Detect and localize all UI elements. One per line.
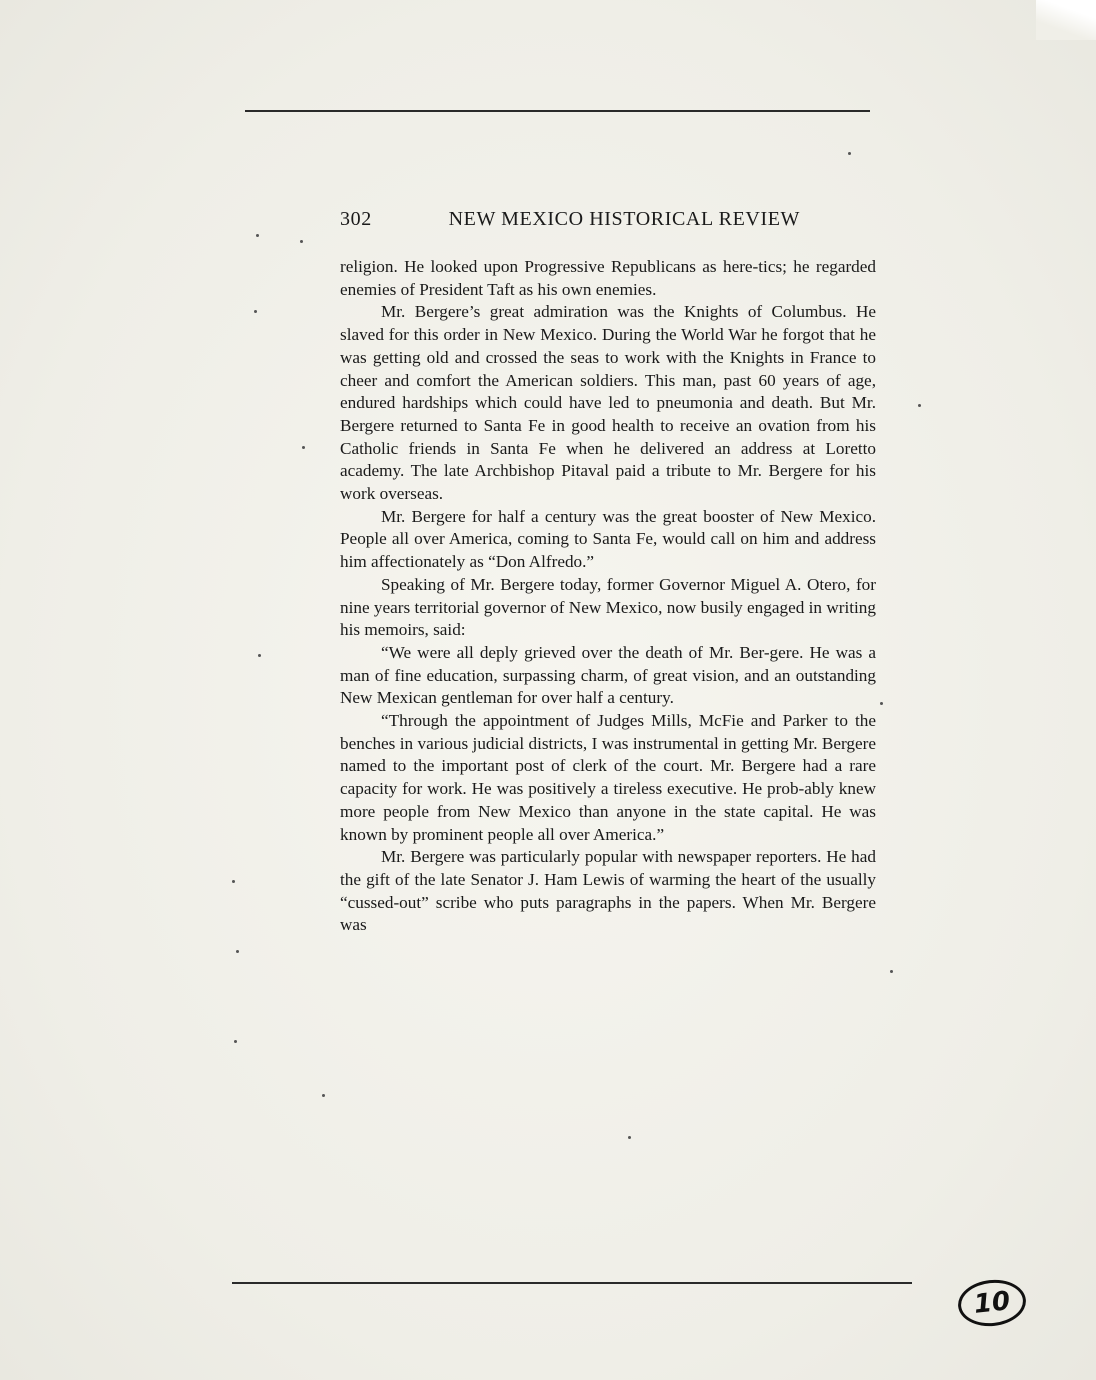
scan-speck [258,654,261,657]
scan-speck [254,310,257,313]
bottom-rule [232,1282,912,1284]
scan-speck [256,234,259,237]
scan-speck [236,950,239,953]
scan-speck [232,880,235,883]
scan-speck [848,152,851,155]
scan-speck [300,240,303,243]
scan-speck [322,1094,325,1097]
paragraph: Mr. Bergere was particularly popular with newspaper reporters. He had the gift of the late Senator J. Ham Lewis of warming the heart of the usually “cussed-out” scribe who puts paragraphs in the papers. When Mr. Bergere was [340,847,876,935]
scan-speck [890,970,893,973]
paragraph: “Through the appointment of Judges Mills, McFie and Parker to the benches in various judicial districts, I was instrumental in getting Mr. Bergere named to the important post of clerk of the court. Mr. Bergere had a rare capacity for work. He was positively a tireless executive. He prob-ably knew more people from New Mexico than anyone in the state capital. He was known by prominent people all over America.” [340,711,876,844]
paragraph: Mr. Bergere for half a century was the great booster of New Mexico. People all over America, coming to Santa Fe, would call on him and address him affectionately as “Don Alfredo.” [340,506,876,572]
scan-speck [918,404,921,407]
top-rule [245,110,870,112]
scan-speck [628,1136,631,1139]
journal-title: NEW MEXICO HISTORICAL REVIEW [448,208,800,230]
page-corner [1036,0,1096,40]
paragraph: “We were all deply grieved over the death of Mr. Ber-gere. He was a man of fine education, surpassing charm, of great vision, and an outstanding New Mexican gentleman for over half a century. [340,642,876,708]
paragraph: religion. He looked upon Progressive Republicans as here-tics; he regarded enemies of President Taft as his own enemies. [340,257,876,299]
scan-speck [880,702,883,705]
paragraph: Mr. Bergere’s great admiration was the Knights of Columbus. He slaved for this order in New Mexico. During the World War he forgot that he was getting old and crossed the seas to work with the Knights in France to cheer and comfort the American soldiers. This man, past 60 years of age, endured hardships which could have led to pneumonia and death. But Mr. Bergere returned to Santa Fe in good health to receive an ovation from his Catholic friends in Santa Fe when he delivered an address at Loretto academy. The late Archbishop Pitaval paid a tribute to Mr. Bergere for his work overseas. [340,302,876,504]
article-body [340,256,876,937]
scan-speck [302,446,305,449]
running-head [340,208,800,231]
scan-speck [234,1040,237,1043]
paragraph: Speaking of Mr. Bergere today, former Governor Miguel A. Otero, for nine years territorial governor of New Mexico, now busily engaged in writing his memoirs, said: [340,574,876,640]
page-number: 302 [340,208,372,230]
stamp-number: 10 [972,1286,1012,1320]
